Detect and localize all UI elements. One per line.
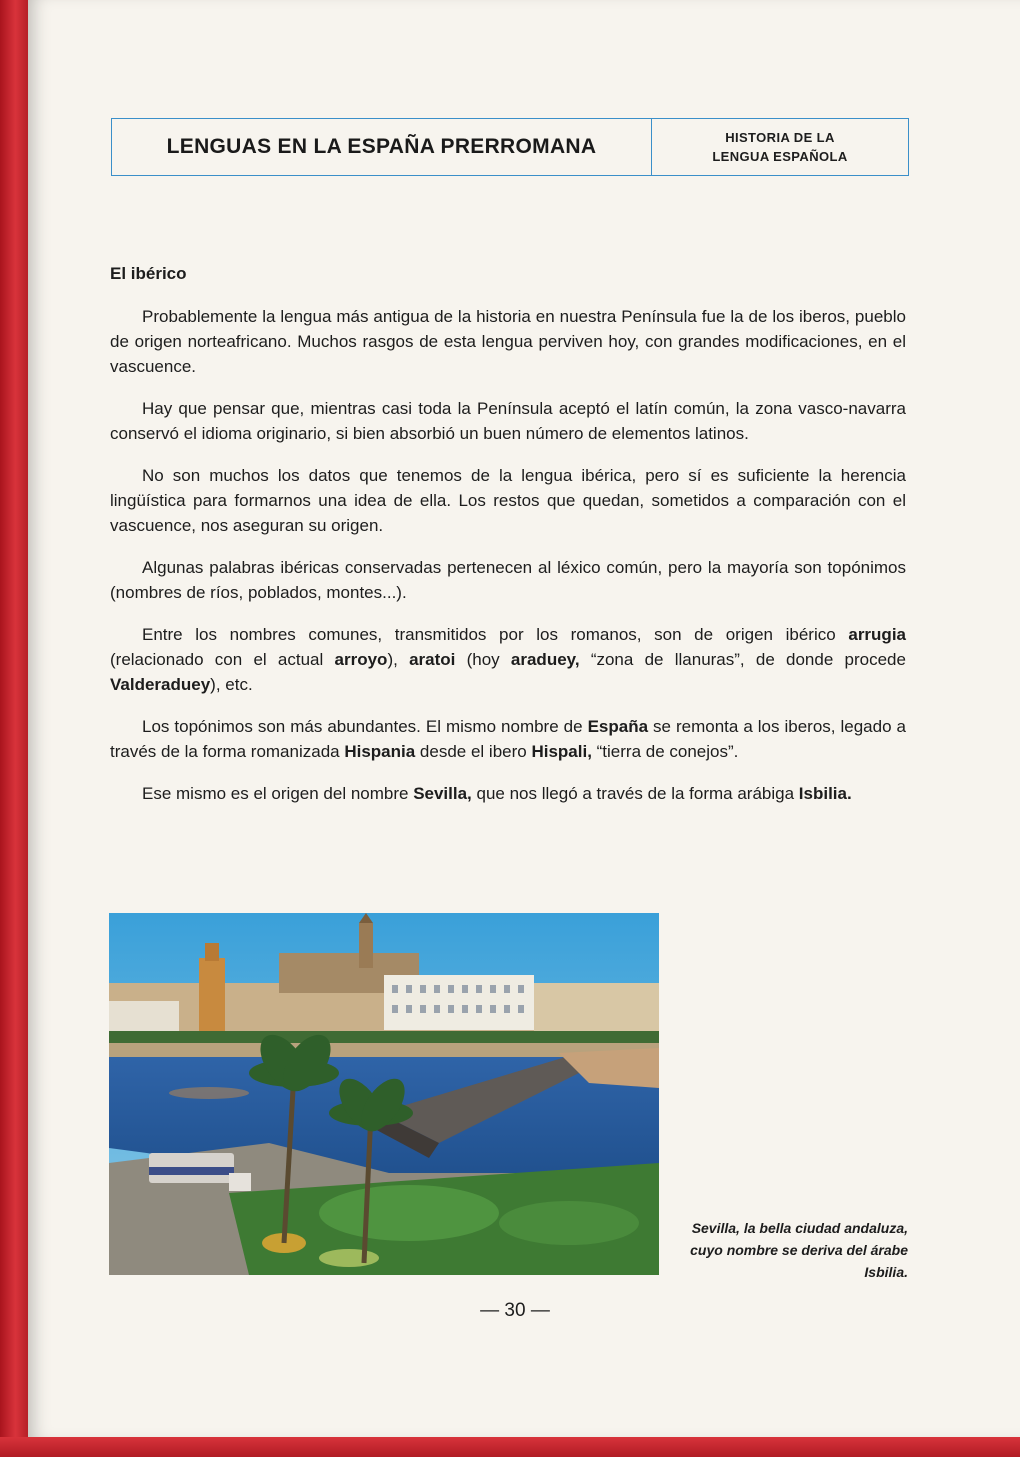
text-run: ), bbox=[387, 650, 410, 669]
paragraph-3 bbox=[110, 463, 906, 538]
text-run: Hay que pensar que, mientras casi toda la Península aceptó el latín común, la zona vasco-navarra conservó el idioma originario, si bien absorbió un buen número de elementos latinos. bbox=[110, 399, 906, 443]
book-section-label-line2: LENGUA ESPAÑOLA bbox=[712, 149, 848, 164]
text-run: (relacionado con el actual bbox=[110, 650, 335, 669]
book-section-label bbox=[652, 119, 908, 175]
bold-term: Valderaduey bbox=[110, 675, 211, 694]
paragraph-1 bbox=[110, 304, 906, 379]
paragraph-6 bbox=[110, 714, 906, 764]
text-run: se remonta a los iberos, legado a través de la forma romanizada bbox=[110, 717, 906, 761]
text-run: Ese mismo es el origen del nombre bbox=[142, 784, 414, 803]
bold-term: arrugia bbox=[848, 625, 906, 644]
text-run: ), etc. bbox=[210, 675, 253, 694]
bold-term: Hispania bbox=[344, 742, 416, 761]
bold-term: Isbilia. bbox=[798, 784, 852, 803]
text-run: “tierra de conejos”. bbox=[591, 742, 739, 761]
photo-caption: Sevilla, la bella ciudad andaluza, cuyo nombre se deriva del árabe Isbilia. bbox=[690, 1220, 908, 1280]
text-run: Algunas palabras ibéricas conservadas pertenecen al léxico común, pero la mayoría son topónimos (nombres de ríos, poblados, montes...). bbox=[110, 558, 906, 602]
text-run: No son muchos los datos que tenemos de la lengua ibérica, pero sí es suficiente la herencia lingüística para formarnos una idea de ella. Los restos que quedan, sometidos a comparación con el vascuence, nos aseguran su origen. bbox=[110, 466, 906, 535]
chapter-title: LENGUAS EN LA ESPAÑA PRERROMANA bbox=[112, 119, 652, 175]
bold-term: arroyo bbox=[334, 650, 388, 669]
bold-term: Sevilla, bbox=[413, 784, 472, 803]
paragraph-5 bbox=[110, 622, 906, 697]
paragraph-2 bbox=[110, 396, 906, 446]
page-number: — 30 — bbox=[480, 1300, 550, 1321]
seville-photo bbox=[109, 913, 659, 1275]
book-cover-edge bbox=[0, 1437, 1020, 1457]
text-run: Entre los nombres comunes, transmitidos por los romanos, son de origen ibérico bbox=[142, 625, 849, 644]
text-run: “zona de llanuras”, de donde procede bbox=[579, 650, 906, 669]
chapter-header bbox=[111, 118, 909, 176]
bold-term: araduey, bbox=[510, 650, 580, 669]
text-run: Probablemente la lengua más antigua de la historia en nuestra Península fue la de los iberos, pueblo de origen norteafricano. Muchos rasgos de esta lengua perviven hoy, con grandes modificaciones, en el vascuence. bbox=[110, 307, 906, 376]
paragraph-4 bbox=[110, 555, 906, 605]
paragraph-7 bbox=[110, 781, 906, 806]
text-run: que nos llegó a través de la forma arábiga bbox=[471, 784, 799, 803]
body-text bbox=[110, 304, 906, 823]
book-spine bbox=[0, 0, 28, 1457]
bold-term: Hispali, bbox=[531, 742, 592, 761]
book-section-label-line1: HISTORIA DE LA bbox=[725, 130, 835, 145]
text-run: (hoy bbox=[455, 650, 511, 669]
section-heading: El ibérico bbox=[110, 264, 187, 283]
text-run: Los topónimos son más abundantes. El mismo nombre de bbox=[142, 717, 588, 736]
text-run: desde el ibero bbox=[415, 742, 532, 761]
bold-term: España bbox=[587, 717, 649, 736]
bold-term: aratoi bbox=[409, 650, 456, 669]
